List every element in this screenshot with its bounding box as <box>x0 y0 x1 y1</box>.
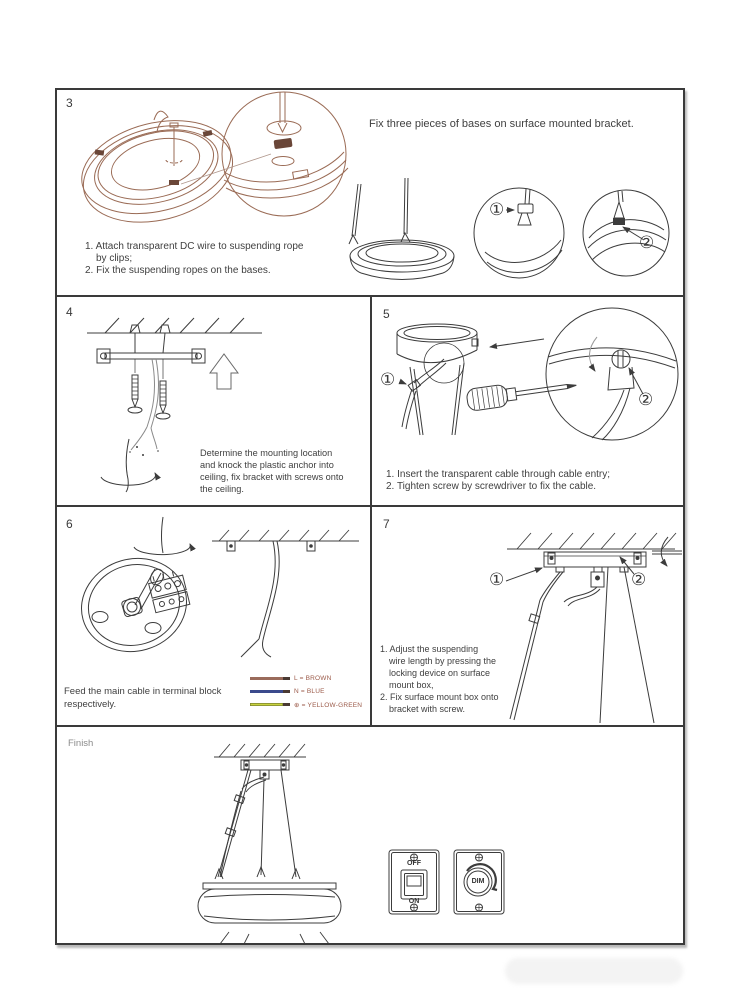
panel7-number: 7 <box>383 517 390 531</box>
panel5-step-line: 2. Tighten screw by screwdriver to fix the cable. <box>386 481 597 492</box>
panel3-step-line: 1. Attach transparent DC wire to suspending rope <box>85 241 304 252</box>
instruction-sheet <box>55 88 685 945</box>
panel5-step-line: 1. Insert the transparent cable through cable entry; <box>386 469 611 480</box>
callout-1-badge: ① <box>489 570 505 589</box>
legend-row-yellow-green <box>250 698 362 711</box>
wire-tip <box>283 703 290 706</box>
panel-step-7 <box>372 507 683 725</box>
panel4-text-line: and knock the plastic anchor into <box>200 460 334 470</box>
wire-tip <box>283 690 290 693</box>
blue-wire-swatch <box>250 690 283 693</box>
panel4-text-line: Determine the mounting location <box>200 448 333 458</box>
switch-off-label: OFF <box>407 860 421 867</box>
panel4-number: 4 <box>66 305 73 319</box>
panel-finish <box>57 727 683 943</box>
panel-step-4 <box>57 297 370 505</box>
wire-color-legend <box>250 672 362 711</box>
wire-tip <box>283 677 290 680</box>
legend-label: L = BROWN <box>294 675 332 682</box>
callout-2-badge: ② <box>639 233 655 252</box>
panel4-text <box>200 447 370 495</box>
panel7-step-line: wire length by pressing the <box>389 656 497 666</box>
panel5-steps <box>386 469 610 493</box>
callout-2-badge: ② <box>638 390 654 409</box>
panel-step-3 <box>57 90 683 295</box>
callout-2-badge: ② <box>631 570 647 589</box>
yellow-green-wire-swatch <box>250 703 283 706</box>
panel7-step-line: mount box, <box>389 680 434 690</box>
dimmer-label: DIM <box>471 878 485 885</box>
panel6-text <box>64 685 249 711</box>
panel6-text-line: Feed the main cable in terminal block <box>64 686 222 697</box>
panel3-number: 3 <box>66 96 73 110</box>
panel6-number: 6 <box>66 517 73 531</box>
legend-label: ⊕ = YELLOW-GREEN <box>294 701 363 709</box>
panel4-text-line: the ceiling. <box>200 484 244 494</box>
panel7-step-line: locking device on surface <box>389 668 491 678</box>
panel6-text-line: respectively. <box>64 699 117 710</box>
panel-step-6 <box>57 507 370 725</box>
panel3-caption: Fix three pieces of bases on surface mounted bracket. <box>369 118 634 130</box>
switch-on-label: ON <box>408 898 420 905</box>
legend-label: N = BLUE <box>294 688 325 695</box>
callout-1-badge: ① <box>380 370 396 389</box>
panel3-step-line: 2. Fix the suspending ropes on the bases. <box>85 265 271 276</box>
panel3-step-line: by clips; <box>96 253 133 264</box>
panel-step-5 <box>372 297 683 505</box>
panel4-text-line: ceiling, fix bracket with screws onto <box>200 472 344 482</box>
panel5-number: 5 <box>383 307 390 321</box>
panel7-step-line: bracket with screw. <box>389 704 466 714</box>
panel7-step-line: 1. Adjust the suspending <box>380 644 479 654</box>
panel7-steps <box>380 643 525 715</box>
scan-smudge <box>505 958 683 984</box>
legend-row-brown <box>250 672 362 685</box>
legend-row-blue <box>250 685 362 698</box>
panel3-steps <box>85 241 303 277</box>
callout-1-badge: ① <box>489 200 505 219</box>
finish-label: Finish <box>68 738 94 749</box>
panel7-step-line: 2. Fix surface mount box onto <box>380 692 499 702</box>
brown-wire-swatch <box>250 677 283 680</box>
finish-illustration <box>57 727 683 943</box>
